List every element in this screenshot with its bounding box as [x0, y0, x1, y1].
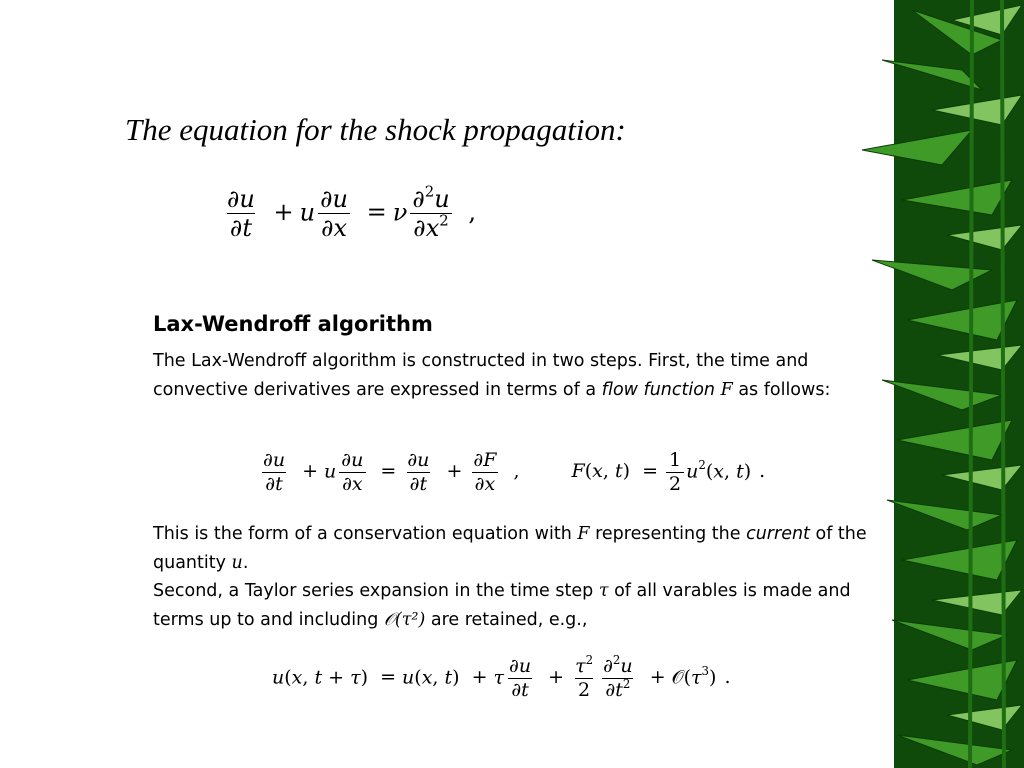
- taylor-expansion-equation: u(x, t + τ) = u(x, t) + τ $\frac{\partial u}{\partial t}$ + $\frac{\tau^2}{2}$ $\frac{\partial^2u}{\partial t^2}$ + $𝒪(\tau^3)$ .: [272, 652, 731, 701]
- p2-text-c: of the quantity: [153, 524, 867, 573]
- paragraph-intro-tail: as follows:: [732, 379, 831, 400]
- p3-text-b: of all varables is made and terms up to and including: [153, 581, 851, 630]
- burgers-equation: $\frac{\partial u}{\partial t}$ + u $\frac{\partial u}{\partial x}$ = ν $\frac{\partial^2u}{\partial x^2}$ ,: [222, 186, 476, 242]
- order-term: 𝒪(τ²): [383, 609, 426, 630]
- p3-text-c: are retained, e.g.,: [425, 609, 588, 630]
- var-tau: τ: [598, 581, 609, 601]
- conservation-equation: $\frac{\partial u}{\partial t}$ + u $\frac{\partial u}{\partial x}$ = $\frac{\partial u}{\partial t}$ + $\frac{\partial F}{\partial x}$ , F(x, t) = $\frac{1}{2}$ $u^2(x$, t) .: [263, 449, 766, 495]
- var-F-2: F: [577, 524, 590, 544]
- paragraph-conservation: [153, 520, 873, 634]
- bamboo-decoration: [852, 0, 1024, 768]
- paragraph-intro: [153, 347, 873, 404]
- var-u: u: [231, 552, 243, 573]
- var-F: F: [720, 379, 733, 400]
- paragraph-intro-text: The Lax-Wendroff algorithm is constructed in two steps. First, the time and convective derivatives are expressed in terms of a: [153, 351, 809, 400]
- frac-d2u-dx2: $\frac{\partial^2u}{\partial x^2}$: [409, 186, 452, 242]
- flow-function-emph: flow function: [601, 379, 716, 400]
- p2-text-b: representing the: [589, 524, 747, 544]
- slide-title: The equation for the shock propagation:: [125, 112, 626, 147]
- frac-du-dx: $\frac{\partial u}{\partial x}$: [317, 186, 351, 242]
- p2-text-d: .: [242, 552, 249, 573]
- frac-du-dt: $\frac{\partial u}{\partial t}$: [227, 185, 255, 243]
- p3-text-a: Second, a Taylor series expansion in the time step: [153, 581, 599, 601]
- section-heading: Lax-Wendroff algorithm: [153, 312, 433, 336]
- current-emph: current: [746, 524, 810, 544]
- p2-text-a: This is the form of a conservation equation with: [153, 524, 578, 544]
